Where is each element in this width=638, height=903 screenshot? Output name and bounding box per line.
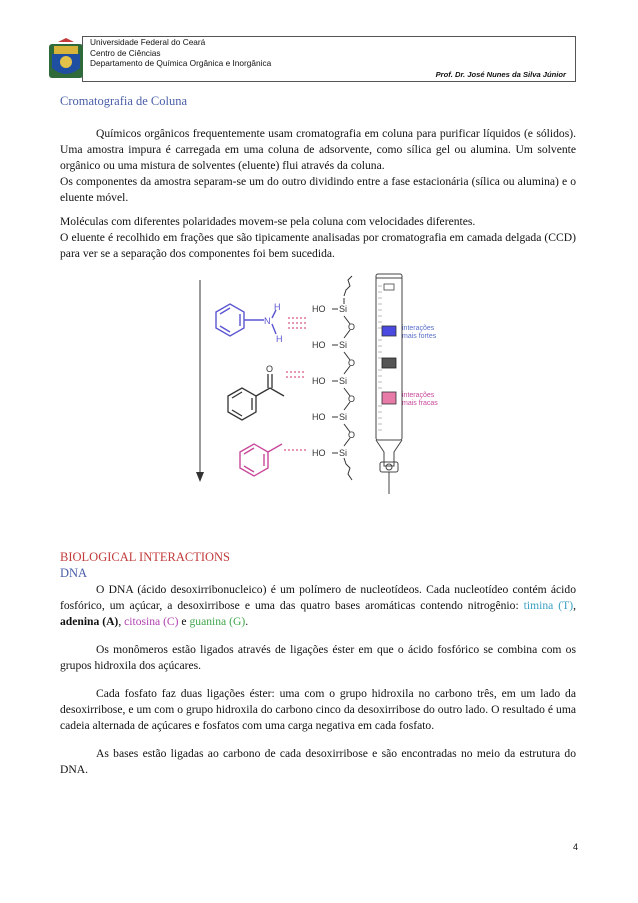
base-adenine: adenina (A) <box>60 615 119 629</box>
column-graduations <box>378 286 382 430</box>
dna-p1-text: O DNA (ácido desoxirribonucleico) é um polímero de nucleotídeos. Cada nucleotídeo contém ácido fosfórico, um açúcar, a desoxirribose e uma das quatro bases aromáticas contendo nitrogênio: <box>60 583 576 613</box>
paragraph-3a: Moléculas com diferentes polaridades movem-se pela coluna com velocidades diferentes. <box>60 215 476 228</box>
paragraph-2: Os componentes da amostra separam-se um do outro dividindo entre a fase estacionária (sílica ou alumina) e o eluente móvel. <box>60 175 576 205</box>
header-professor: Prof. Dr. José Nunes da Silva Júnior <box>435 70 566 79</box>
o-label-4: O <box>348 430 356 440</box>
page-header <box>46 36 576 80</box>
si-label-5: Si <box>339 448 348 458</box>
column-top-layer <box>384 284 394 290</box>
band-black <box>382 358 396 368</box>
ho-label-2: HO <box>312 340 326 350</box>
section-title-chromatography: Cromatografia de Coluna <box>60 94 188 108</box>
band-blue <box>382 326 396 336</box>
si-label-3: Si <box>339 376 348 386</box>
si-label-4: Si <box>339 412 348 422</box>
dna-paragraph-4: As bases estão ligadas ao carbono de cada desoxirribose e são encontradas no meio da estrutura do DNA. <box>60 747 576 777</box>
band-pink <box>382 392 396 404</box>
dna-paragraph-2: Os monômeros estão ligados através de ligações éster em que o ácido fosfórico se combina com os grupos hidroxila dos açúcares. <box>60 643 576 673</box>
sep-2: , <box>118 615 125 629</box>
si-label-2: Si <box>339 340 348 350</box>
end-period: . <box>245 615 249 629</box>
header-line-university: Universidade Federal do Ceará <box>90 37 206 47</box>
header-line-center: Centro de Ciências <box>90 47 161 58</box>
ho-label-3: HO <box>312 376 326 386</box>
label-strong-1: interações <box>402 325 435 332</box>
toluene-molecule <box>240 444 282 476</box>
base-guanine: guanina (G) <box>189 615 246 629</box>
amine-h-top: H <box>274 302 281 312</box>
dna-paragraph-3: Cada fosfato faz duas ligações éster: uma com o grupo hidroxila no carbono três, em um lado da desoxirribose, e um com o grupo hidroxila do carbono cinco da desoxirribose do outro lado. O resultado é uma cadeia alternada de açúcares e fosfatos com uma carga negativa em cada fosfato. <box>60 687 576 733</box>
base-cytosine: citosina (C) <box>124 615 179 629</box>
ho-label-1: HO <box>312 304 326 314</box>
si-label-1: Si <box>339 304 348 314</box>
o-label-2: O <box>348 358 356 368</box>
page-number: 4 <box>572 842 578 852</box>
acetophenone-molecule <box>228 374 284 420</box>
o-label-3: O <box>348 394 356 404</box>
ho-label-5: HO <box>312 448 326 458</box>
header-line-department: Departamento de Química Orgânica e Inorgânica <box>90 58 272 68</box>
carbonyl-o: O <box>266 364 274 374</box>
label-weak-1: interações <box>402 392 435 399</box>
o-label-1: O <box>348 322 356 332</box>
flow-arrow <box>196 280 204 482</box>
column-chromatography-figure <box>188 266 488 510</box>
paragraph-3b: O eluente é recolhido em frações que são tipicamente analisadas por cromatografia em camada delgada (CCD) para ver se a separação dos componentes foi bem sucedida. <box>60 231 576 261</box>
dna-paragraph-1 <box>60 582 576 631</box>
section-subtitle-dna: DNA <box>60 566 88 580</box>
amine-n: N <box>264 316 271 326</box>
section-title-biological: BIOLOGICAL INTERACTIONS <box>60 550 231 564</box>
amine-h-bottom: H <box>276 334 283 344</box>
label-weak-2: mais fracas <box>402 400 438 407</box>
university-logo <box>46 38 86 82</box>
paragraph-1: Químicos orgânicos frequentemente usam cromatografia em coluna para purificar líquidos (e sólidos). Uma amostra impura é carregada em uma coluna de adsorvente, como sílica gel ou alumina. Um solvente orgânico ou uma mistura de solventes (eluente) flui através da coluna. <box>60 127 576 173</box>
chromatography-column <box>376 274 402 494</box>
label-strong-2: mais fortes <box>402 333 437 340</box>
ho-label-4: HO <box>312 412 326 422</box>
sep-3: e <box>178 615 190 629</box>
hydrogen-bonds <box>284 318 306 450</box>
sep-1: , <box>573 599 576 613</box>
base-thymine: timina (T) <box>523 599 574 613</box>
